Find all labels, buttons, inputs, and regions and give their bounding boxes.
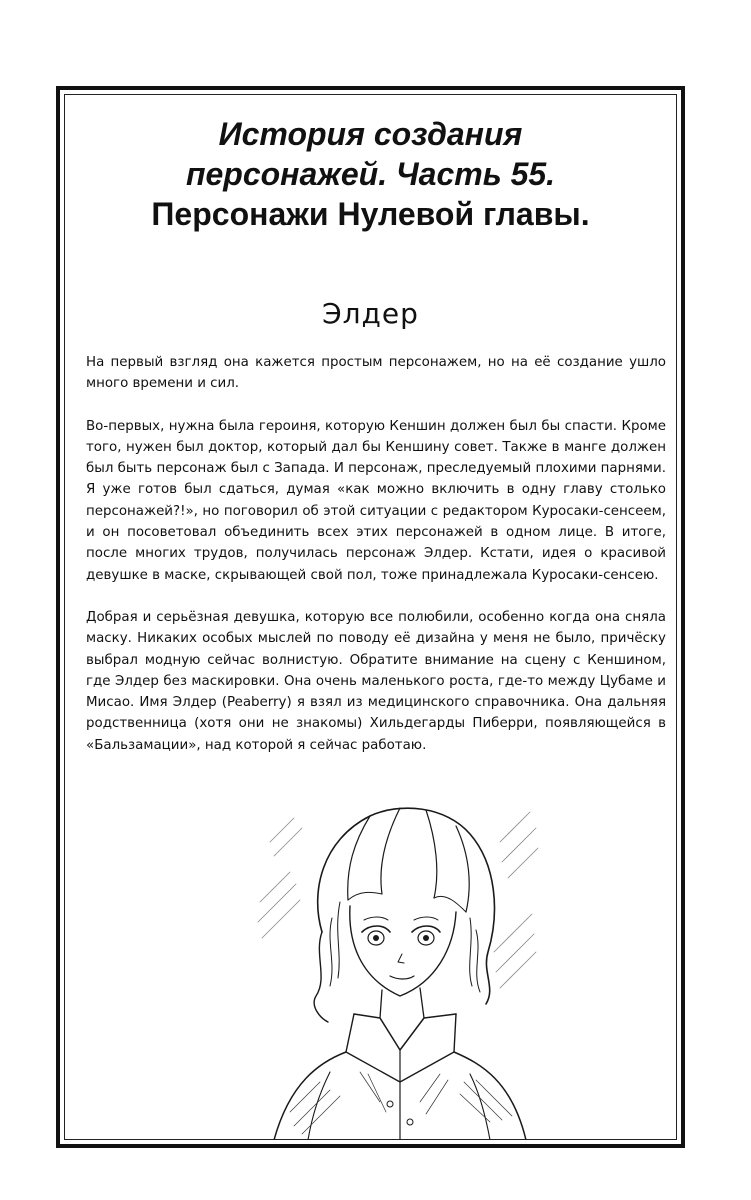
article-body	[86, 352, 666, 777]
paragraph-1: На первый взгляд она кажется простым персонажем, но на её создание ушло много времени и сил.	[86, 355, 666, 392]
paragraph-2: Во-первых, нужна была героиня, которую Кеншин должен был бы спасти. Кроме того, нужен был доктор, который дал бы Кеншину совет. Также в манге должен был быть персонаж был с Запада. И персонаж, преследуемый плохими парнями. Я уже готов был сдаться, думая «как можно включить в одну главу столько персонажей?!», но поговорил об этой ситуации с редактором Куросаки-сенсеем, и он посоветовал объединить всех этих персонажей в одном лице. В итоге, после многих трудов, получилась персонаж Элдер. Кстати, идея о красивой девушке в маске, скрывающей свой пол, тоже принадлежала Куросаки-сенсею.	[86, 418, 666, 583]
page-title	[64, 114, 677, 234]
character-sketch-illustration	[250, 782, 540, 1140]
character-name: Элдер	[322, 297, 419, 330]
title-line-1: История создания	[218, 116, 523, 152]
title-line-2: персонажей. Часть 55.	[185, 156, 556, 192]
title-line-3: Персонажи Нулевой главы.	[151, 196, 590, 232]
paragraph-3: Добрая и серьёзная девушка, которую все полюбили, особенно когда она сняла маску. Никаких особых мыслей по поводу её дизайна у меня не было, причёску выбрал модную сейчас волнистую. Обратите внимание на сцену с Кеншином, где Элдер без маскировки. Она очень маленького роста, где-то между Цубаме и Мисао. Имя Элдер (Peaberry) я взял из медицинского справочника. Она дальняя родственница (хотя они не знакомы) Хильдегарды Пиберри, появляющейся в «Бальзамации», над которой я сейчас работаю.	[86, 609, 666, 753]
